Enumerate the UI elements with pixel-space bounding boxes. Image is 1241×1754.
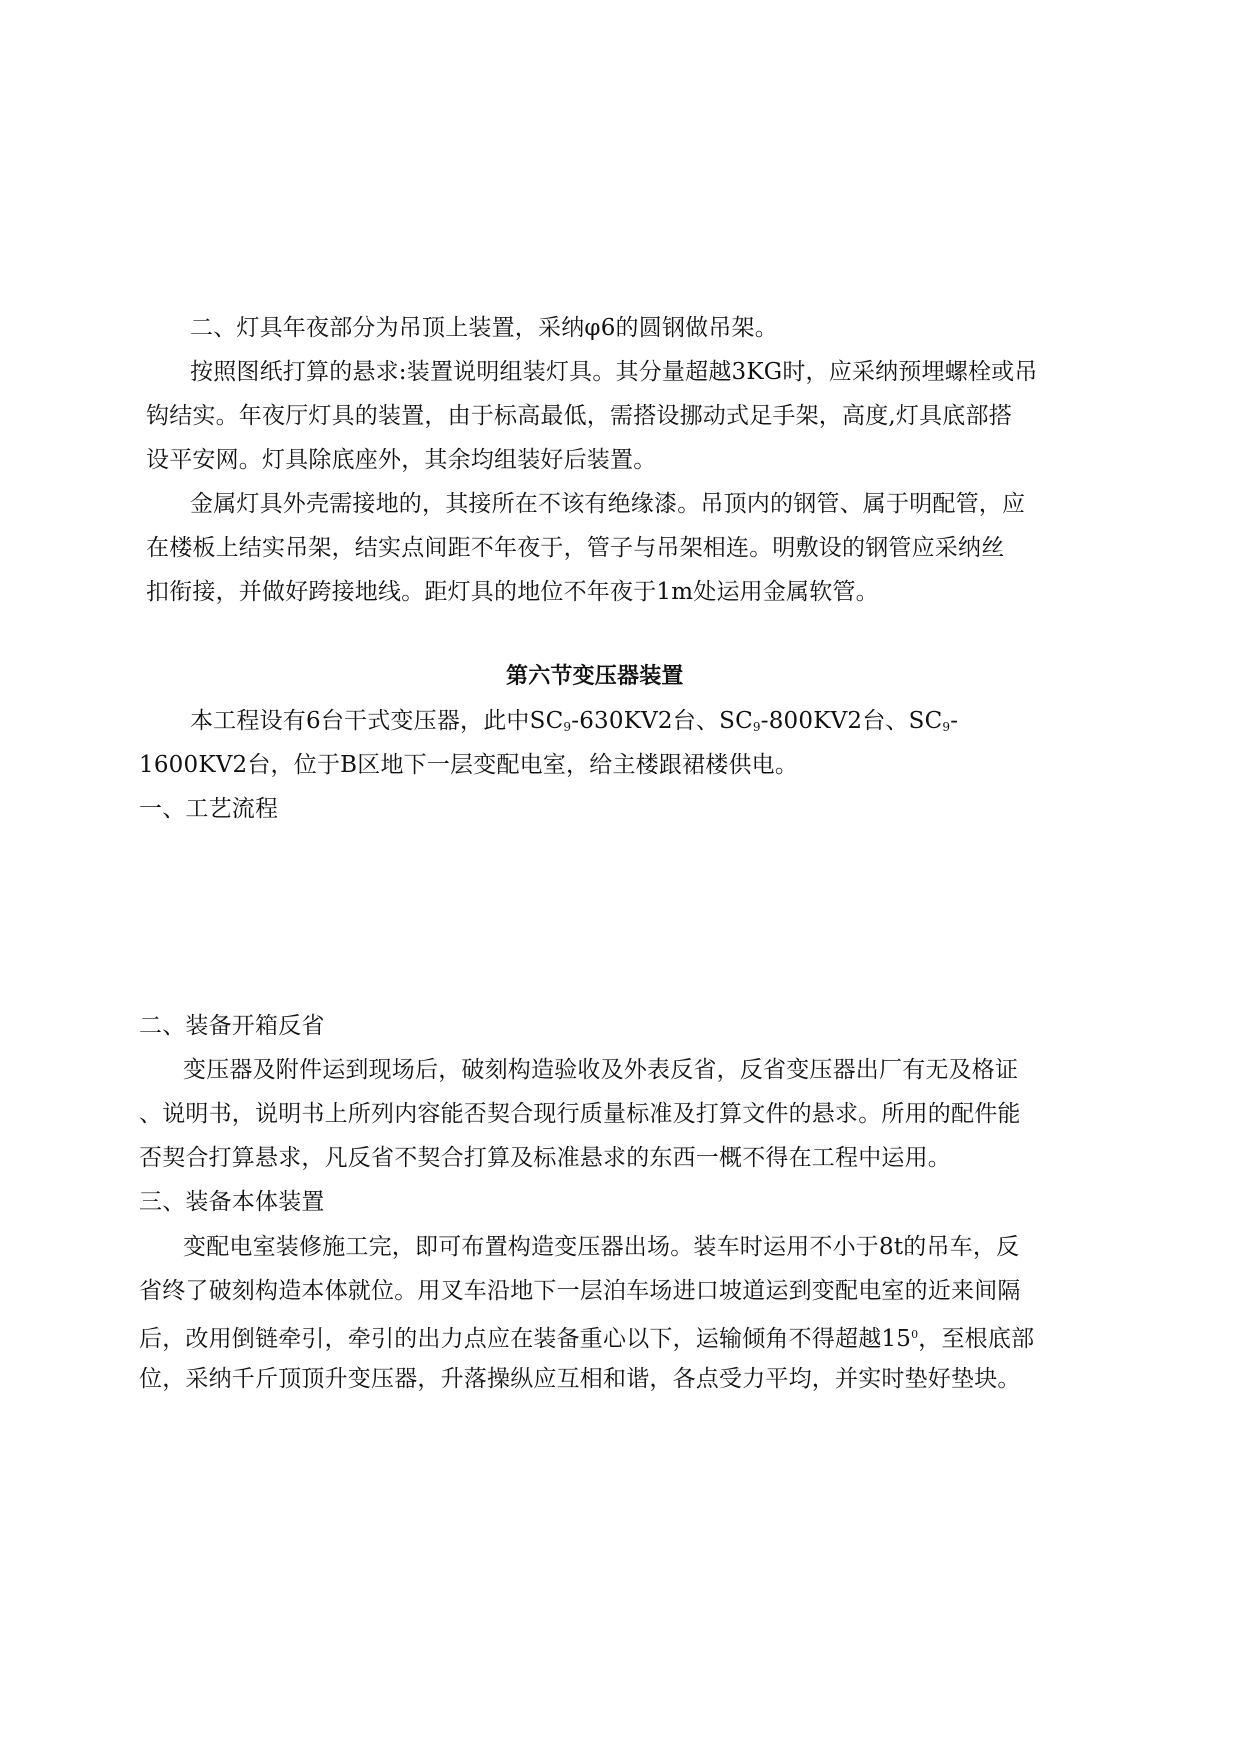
- section-title: 第六节变压器装置: [506, 664, 684, 689]
- paragraph-line: 省终了破刻构造本体就位。用叉车沿地下一层泊车场进口坡道运到变配电室的近来间隔: [139, 1278, 1021, 1304]
- superscript: 0: [911, 1328, 919, 1341]
- subsection-heading: 二、装备开箱反省: [139, 1013, 325, 1039]
- paragraph-line: 否契合打算悬求，凡反省不契合打算及标准悬求的东西一概不得在工程中运用。: [139, 1145, 951, 1171]
- subsection-heading: 一、工艺流程: [139, 796, 279, 822]
- paragraph-line: [190, 706, 958, 742]
- paragraph-line: 按照图纸打算的悬求:装置说明组装灯具。其分量超越3KG时，应采纳预埋螺栓或吊: [190, 359, 1038, 385]
- paragraph-line: 扣衔接，并做好跨接地线。距灯具的地位不年夜于1m处运用金属软管。: [146, 579, 879, 605]
- paragraph-line: 位，采纳千斤顶顶升变压器，升落操纵应互相和谐，各点受力平均，并实时垫好垫块。: [139, 1366, 1021, 1392]
- paragraph-line: 、说明书，说明书上所列内容能否契合现行质量标准及打算文件的悬求。所用的配件能: [139, 1101, 1021, 1127]
- paragraph-line: [139, 1320, 1034, 1354]
- text-run: 后，改用倒链牵引，牵引的出力点应在装备重心以下，运输倾角不得超越15: [139, 1326, 912, 1352]
- paragraph-line: 在楼板上结实吊架，结实点间距不年夜于，管子与吊架相连。明敷设的钢管应采纳丝: [146, 535, 1005, 561]
- subsection-heading: 三、装备本体装置: [139, 1189, 325, 1215]
- paragraph-line: 1600KV2台，位于B区地下一层变配电室，给主楼跟裙楼供电。: [139, 752, 799, 778]
- paragraph-line: 变压器及附件运到现场后，破刻构造验收及外表反省，反省变压器出厂有无及格证: [183, 1057, 1019, 1083]
- subscript: 9: [752, 720, 761, 734]
- text-run: -800KV2台、SC: [760, 708, 943, 734]
- paragraph-lamp-mounting: 二、灯具年夜部分为吊顶上装置，采纳φ6的圆钢做吊架。: [190, 315, 778, 341]
- subscript: 9: [563, 720, 572, 734]
- text-run: 本工程设有6台干式变压器，此中SC: [190, 708, 564, 734]
- text-run: ，至根底部: [918, 1326, 1035, 1352]
- paragraph-line: 钩结实。年夜厅灯具的装置，由于标高最低，需搭设挪动式足手架，高度,灯具底部搭: [146, 403, 1012, 429]
- paragraph-line: 变配电室装修施工完，即可布置构造变压器出场。装车时运用不小于8t的吊车，反: [183, 1234, 1020, 1260]
- paragraph-line: 金属灯具外壳需接地的，其接所在不该有绝缘漆。吊顶内的钢管、属于明配管，应: [190, 491, 1026, 517]
- subscript: 9: [942, 720, 951, 734]
- text-run: -630KV2台、SC: [571, 708, 753, 734]
- paragraph-line: 设平安网。灯具除底座外，其余均组装好后装置。: [146, 447, 657, 473]
- text-run: -: [950, 708, 959, 734]
